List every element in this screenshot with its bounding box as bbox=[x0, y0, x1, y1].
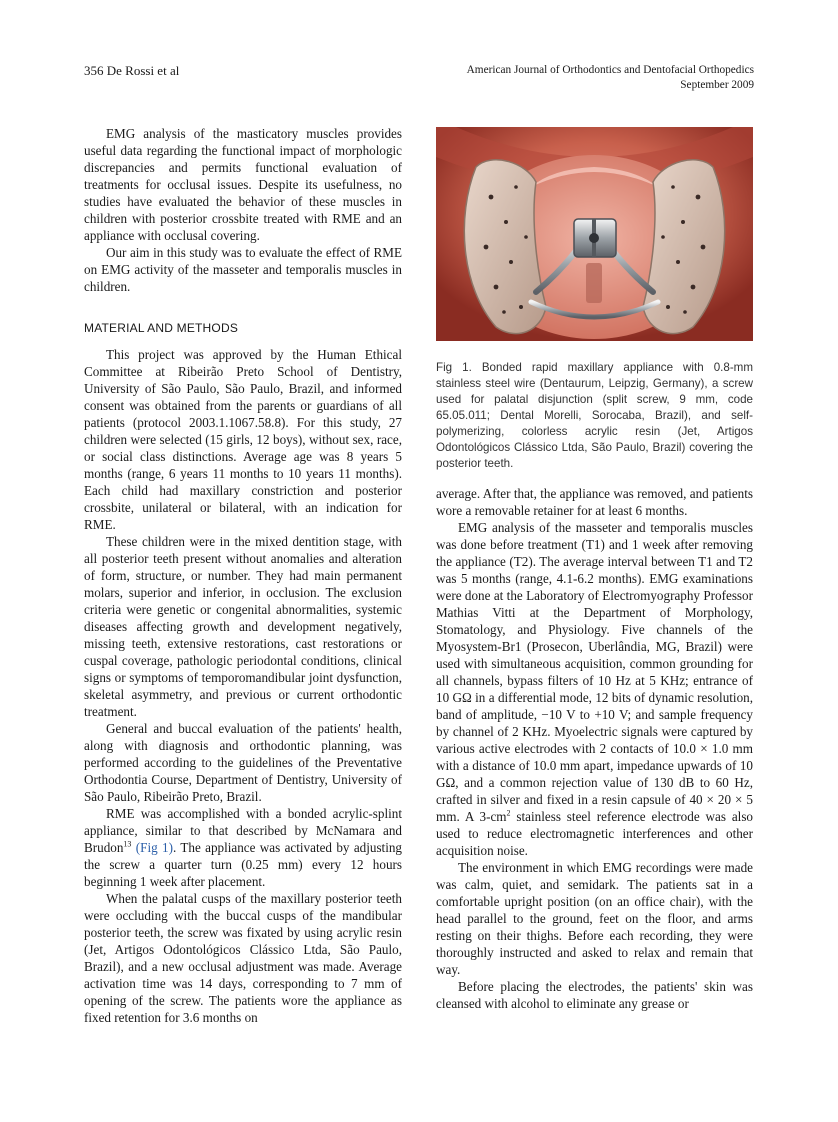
left-column bbox=[84, 125, 402, 1026]
right-paragraph-1: average. After that, the appliance was removed, and patients wore a removable retainer for at least 6 months. bbox=[436, 486, 753, 518]
methods-paragraph-2: These children were in the mixed dentition stage, with all posterior teeth present without anomalies and alteration of form, structure, or number. They had main permanent molars, superior and inferior, in occlusion. The exclusion criteria were genetic or congenital abnormalities, systemic diseases affecting growth and development negatively, missing teeth, extensive restorations, cast restorations or cuspal coverage, pathologic periodontal conditions, clinical signs or symptoms of temporomandibular joint dysfunction, skeletal asymmetry, and previous or current orthodontic treatment. bbox=[84, 534, 402, 719]
text-run: RME was accomplished with a bonded acrylic-splint appliance, similar to that described by McNamara and Brudon bbox=[84, 806, 402, 855]
issue-date: September 2009 bbox=[680, 79, 754, 91]
intro-paragraph-1: EMG analysis of the masticatory muscles provides useful data regarding the functional impact of morphologic discrepancies and permits functional evaluation of treatments for occlusal issues. Despite its usefulness, no studies have evaluated the behavior of these muscles in children with posterior crossbite treated with RME and an appliance with occlusal covering. bbox=[84, 126, 402, 243]
text-run: EMG analysis of the masseter and temporalis muscles was done before treatment (T1) and 1 week after removing the appliance (T2). The average interval between T1 and T2 was 5 months (range, 4.1-6.2 months). EMG examinations were done at the Laboratory of Electromyography Professor Mathias Vitti at the Department of Morphology, Stomatology, and Physiology. Five channels of the Myosystem-Br1 (Prosecon, Uberlândia, MG, Brazil) were used with simultaneous acquisition, common grounding for all channels, bypass filters of 10 Hz at 5 KHz; entrance of 10 GΩ in a differential mode, 12 bits of dynamic resolution, band of amplitude, −10 V to +10 V; and sample frequency by channel of 2 KHz. Myoelectric signals were captured by various active electrodes with 2 contacts of 10.0 × 1.0 mm with a distance of 10.0 mm apart, impedance upwards of 10 GΩ, and a common rejection value of 130 dB to 60 Hz, crafted in silver and fixed in a resin capsule of 40 × 20 × 5 mm. A 3-cm bbox=[436, 520, 753, 824]
intro-paragraph-2: Our aim in this study was to evaluate the effect of RME on EMG activity of the masseter and temporalis muscles in children. bbox=[84, 245, 402, 294]
right-column bbox=[436, 485, 753, 1012]
figure-1-photo bbox=[436, 127, 753, 341]
methods-paragraph-4 bbox=[84, 805, 402, 890]
right-paragraph-4: Before placing the electrodes, the patients' skin was cleansed with alcohol to eliminate any grease or bbox=[436, 979, 753, 1011]
section-heading-methods: MATERIAL AND METHODS bbox=[84, 321, 239, 335]
running-header-journal bbox=[414, 63, 754, 93]
right-paragraph-3: The environment in which EMG recordings were made was calm, quiet, and semidark. The patients sat in a comfortable upright position (on an office chair), with the head parallel to the ground, feet on the floor, and arms resting on their thighs. Before each recording, they were thoroughly instructed and asked to relax and remain that way. bbox=[436, 860, 753, 977]
methods-paragraph-1: This project was approved by the Human Ethical Committee at Ribeirão Preto School of Dentistry, University of São Paulo, São Paulo, Brazil, and informed consent was obtained from the parents or guardians of all patients (protocol 2003.1.1067.58.8). For this study, 27 children were selected (15 girls, 12 boys), without sex, race, or social class distinctions. Average age was 8 years 5 months (range, 6 years 11 months to 10 years 11 months). Each child had maxillary constriction and posterior crossbite, unilateral or bilateral, with an indication for RME. bbox=[84, 347, 402, 532]
text-run: . The appliance was activated by adjusting the screw a quarter turn (0.25 mm) every 12 hours beginning 1 week after placement. bbox=[84, 840, 402, 889]
figure-1-caption: Fig 1. Bonded rapid maxillary appliance with 0.8-mm stainless steel wire (Dentaurum, Leipzig, Germany), a screw used for palatal disjunction (split screw, 9 mm, code 65.05.011; Dental Morelli, Sorocaba, Brazil), and self-polymerizing, colorless acrylic resin (Jet, Artigos Odontológicos Clássico Ltda, São Paulo, Brazil) covering the posterior teeth. bbox=[436, 361, 753, 470]
reference-superscript[interactable]: 13 bbox=[123, 839, 132, 849]
methods-paragraph-5: When the palatal cusps of the maxillary posterior teeth were occluding with the buccal cusps of the mandibular posterior teeth, the screw was fixated by using acrylic resin (Jet, Artigos Odontológicos Clássico Ltda, São Paulo, Brazil), and a new occlusal adjustment was made. Average activation time was 14 days, corresponding to 7 mm of opening of the screw. The patients wore the appliance as fixed retention for 3.6 months on bbox=[84, 891, 402, 1025]
running-header-page-author: 356 De Rossi et al bbox=[84, 63, 180, 78]
right-paragraph-2 bbox=[436, 519, 753, 859]
journal-name: American Journal of Orthodontics and Dentofacial Orthopedics bbox=[466, 64, 754, 76]
methods-paragraph-3: General and buccal evaluation of the patients' health, along with diagnosis and orthodontic planning, was performed according to the guidelines of the Preventative Orthodontia Course, Department of Dentistry, University of São Paulo, Ribeirão Preto, Brazil. bbox=[84, 721, 402, 804]
text-run: stainless steel reference electrode was also used to reduce electromagnetic interferences and other acquisition noise. bbox=[436, 809, 754, 858]
appliance-photo-illustration bbox=[436, 127, 753, 341]
figure-reference-link[interactable]: (Fig 1) bbox=[135, 840, 173, 855]
superscript: 2 bbox=[506, 808, 511, 818]
